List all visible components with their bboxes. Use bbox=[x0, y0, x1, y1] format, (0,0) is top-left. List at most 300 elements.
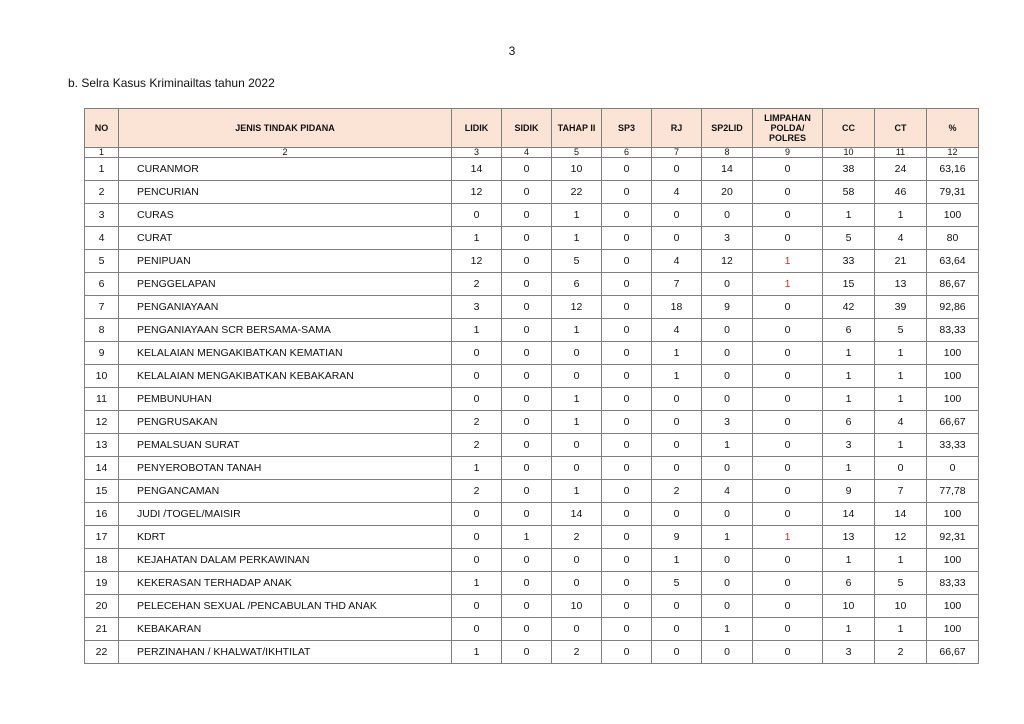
cell-sidik: 1 bbox=[502, 526, 552, 549]
cell-tahap-ii: 1 bbox=[552, 480, 602, 503]
cell-sp2lid: 1 bbox=[702, 434, 753, 457]
cell-no: 8 bbox=[85, 319, 119, 342]
cell-sidik: 0 bbox=[502, 434, 552, 457]
column-number: 8 bbox=[702, 148, 753, 158]
cell-no: 9 bbox=[85, 342, 119, 365]
cell-sidik: 0 bbox=[502, 618, 552, 641]
cell-percent: 100 bbox=[927, 388, 979, 411]
cell-ct: 5 bbox=[875, 319, 927, 342]
cell-sp3: 0 bbox=[602, 434, 652, 457]
cell-rj: 0 bbox=[652, 503, 702, 526]
cell-sidik: 0 bbox=[502, 250, 552, 273]
cell-no: 7 bbox=[85, 296, 119, 319]
cell-tahap-ii: 22 bbox=[552, 181, 602, 204]
cell-rj: 0 bbox=[652, 158, 702, 181]
cell-sidik: 0 bbox=[502, 319, 552, 342]
cell-cc: 1 bbox=[823, 365, 875, 388]
header-cc: CC bbox=[823, 109, 875, 148]
table-row bbox=[85, 204, 979, 227]
cell-tahap-ii: 14 bbox=[552, 503, 602, 526]
cell-percent: 83,33 bbox=[927, 319, 979, 342]
column-number: 12 bbox=[927, 148, 979, 158]
cell-tahap-ii: 2 bbox=[552, 641, 602, 664]
header-tahap-ii: TAHAP II bbox=[552, 109, 602, 148]
cell-no: 16 bbox=[85, 503, 119, 526]
table-row bbox=[85, 549, 979, 572]
cell-cc: 33 bbox=[823, 250, 875, 273]
column-number: 4 bbox=[502, 148, 552, 158]
cell-rj: 1 bbox=[652, 549, 702, 572]
cell-sp3: 0 bbox=[602, 618, 652, 641]
cell-percent: 100 bbox=[927, 595, 979, 618]
cell-percent: 63,64 bbox=[927, 250, 979, 273]
cell-sp2lid: 4 bbox=[702, 480, 753, 503]
cell-percent: 100 bbox=[927, 342, 979, 365]
cell-sp2lid: 20 bbox=[702, 181, 753, 204]
column-number: 3 bbox=[452, 148, 502, 158]
cell-sp2lid: 0 bbox=[702, 503, 753, 526]
table-row bbox=[85, 434, 979, 457]
cell-sidik: 0 bbox=[502, 227, 552, 250]
cell-limpahan: 0 bbox=[753, 181, 823, 204]
cell-limpahan: 0 bbox=[753, 319, 823, 342]
cell-ct: 21 bbox=[875, 250, 927, 273]
cell-no: 1 bbox=[85, 158, 119, 181]
cell-sidik: 0 bbox=[502, 595, 552, 618]
cell-sp2lid: 0 bbox=[702, 572, 753, 595]
cell-sp2lid: 12 bbox=[702, 250, 753, 273]
cell-sp2lid: 0 bbox=[702, 365, 753, 388]
cell-percent: 83,33 bbox=[927, 572, 979, 595]
cell-rj: 4 bbox=[652, 319, 702, 342]
cell-name: PENIPUAN bbox=[119, 250, 452, 273]
cell-no: 17 bbox=[85, 526, 119, 549]
cell-limpahan: 0 bbox=[753, 480, 823, 503]
cell-sp3: 0 bbox=[602, 595, 652, 618]
cell-sp2lid: 0 bbox=[702, 273, 753, 296]
cell-limpahan: 0 bbox=[753, 457, 823, 480]
cell-percent: 66,67 bbox=[927, 641, 979, 664]
cell-lidik: 0 bbox=[452, 503, 502, 526]
cell-no: 2 bbox=[85, 181, 119, 204]
table-row bbox=[85, 273, 979, 296]
table-row bbox=[85, 250, 979, 273]
cell-ct: 46 bbox=[875, 181, 927, 204]
cell-sidik: 0 bbox=[502, 503, 552, 526]
cell-limpahan: 0 bbox=[753, 549, 823, 572]
cell-tahap-ii: 0 bbox=[552, 342, 602, 365]
cell-tahap-ii: 10 bbox=[552, 595, 602, 618]
column-number: 9 bbox=[753, 148, 823, 158]
cell-name: PENGANCAMAN bbox=[119, 480, 452, 503]
header-sidik: SIDIK bbox=[502, 109, 552, 148]
cell-sp3: 0 bbox=[602, 457, 652, 480]
cell-no: 22 bbox=[85, 641, 119, 664]
column-number: 6 bbox=[602, 148, 652, 158]
cell-tahap-ii: 1 bbox=[552, 319, 602, 342]
cell-limpahan: 0 bbox=[753, 204, 823, 227]
cell-no: 15 bbox=[85, 480, 119, 503]
cell-limpahan: 0 bbox=[753, 411, 823, 434]
cell-ct: 1 bbox=[875, 388, 927, 411]
cell-sidik: 0 bbox=[502, 457, 552, 480]
cell-no: 3 bbox=[85, 204, 119, 227]
cell-tahap-ii: 2 bbox=[552, 526, 602, 549]
cell-cc: 6 bbox=[823, 319, 875, 342]
cell-lidik: 2 bbox=[452, 273, 502, 296]
cell-sidik: 0 bbox=[502, 480, 552, 503]
cell-sp3: 0 bbox=[602, 181, 652, 204]
cell-percent: 33,33 bbox=[927, 434, 979, 457]
cell-lidik: 0 bbox=[452, 618, 502, 641]
cell-sidik: 0 bbox=[502, 158, 552, 181]
cell-cc: 15 bbox=[823, 273, 875, 296]
cell-cc: 10 bbox=[823, 595, 875, 618]
cell-ct: 1 bbox=[875, 342, 927, 365]
cell-ct: 1 bbox=[875, 365, 927, 388]
cell-sp3: 0 bbox=[602, 503, 652, 526]
cell-cc: 1 bbox=[823, 618, 875, 641]
cell-percent: 100 bbox=[927, 204, 979, 227]
cell-sp3: 0 bbox=[602, 549, 652, 572]
cell-percent: 80 bbox=[927, 227, 979, 250]
cell-no: 19 bbox=[85, 572, 119, 595]
cell-sp2lid: 9 bbox=[702, 296, 753, 319]
table-row bbox=[85, 503, 979, 526]
cell-cc: 1 bbox=[823, 388, 875, 411]
cell-limpahan: 1 bbox=[753, 273, 823, 296]
cell-rj: 4 bbox=[652, 250, 702, 273]
cell-lidik: 1 bbox=[452, 457, 502, 480]
cell-tahap-ii: 1 bbox=[552, 227, 602, 250]
cell-ct: 14 bbox=[875, 503, 927, 526]
table-row bbox=[85, 572, 979, 595]
column-number: 2 bbox=[119, 148, 452, 158]
cell-percent: 100 bbox=[927, 365, 979, 388]
cell-no: 21 bbox=[85, 618, 119, 641]
cell-percent: 92,86 bbox=[927, 296, 979, 319]
cell-name: PERZINAHAN / KHALWAT/IKHTILAT bbox=[119, 641, 452, 664]
cell-lidik: 0 bbox=[452, 549, 502, 572]
cell-no: 6 bbox=[85, 273, 119, 296]
table-row bbox=[85, 158, 979, 181]
cell-percent: 77,78 bbox=[927, 480, 979, 503]
cell-lidik: 1 bbox=[452, 227, 502, 250]
column-number: 11 bbox=[875, 148, 927, 158]
cell-sp2lid: 0 bbox=[702, 319, 753, 342]
table-row bbox=[85, 296, 979, 319]
cell-sidik: 0 bbox=[502, 342, 552, 365]
cell-ct: 7 bbox=[875, 480, 927, 503]
cell-cc: 9 bbox=[823, 480, 875, 503]
cell-cc: 1 bbox=[823, 204, 875, 227]
cell-lidik: 1 bbox=[452, 641, 502, 664]
cell-limpahan: 0 bbox=[753, 572, 823, 595]
cell-lidik: 0 bbox=[452, 204, 502, 227]
cell-ct: 39 bbox=[875, 296, 927, 319]
cell-sidik: 0 bbox=[502, 411, 552, 434]
cell-tahap-ii: 0 bbox=[552, 618, 602, 641]
cell-ct: 1 bbox=[875, 204, 927, 227]
header-sp3: SP3 bbox=[602, 109, 652, 148]
cell-sp2lid: 0 bbox=[702, 204, 753, 227]
cell-sidik: 0 bbox=[502, 572, 552, 595]
cell-sp3: 0 bbox=[602, 273, 652, 296]
cell-tahap-ii: 0 bbox=[552, 457, 602, 480]
cell-sp2lid: 0 bbox=[702, 595, 753, 618]
cell-percent: 100 bbox=[927, 549, 979, 572]
cell-sp3: 0 bbox=[602, 342, 652, 365]
cell-limpahan: 0 bbox=[753, 227, 823, 250]
cell-tahap-ii: 10 bbox=[552, 158, 602, 181]
cell-percent: 79,31 bbox=[927, 181, 979, 204]
header-row bbox=[85, 109, 979, 148]
cell-no: 18 bbox=[85, 549, 119, 572]
cell-lidik: 12 bbox=[452, 181, 502, 204]
cell-cc: 3 bbox=[823, 434, 875, 457]
cell-percent: 0 bbox=[927, 457, 979, 480]
cell-cc: 42 bbox=[823, 296, 875, 319]
cell-sp3: 0 bbox=[602, 296, 652, 319]
cell-sp2lid: 0 bbox=[702, 641, 753, 664]
cell-rj: 0 bbox=[652, 227, 702, 250]
cell-cc: 58 bbox=[823, 181, 875, 204]
cell-tahap-ii: 12 bbox=[552, 296, 602, 319]
cell-sidik: 0 bbox=[502, 204, 552, 227]
cell-rj: 1 bbox=[652, 365, 702, 388]
cell-name: KDRT bbox=[119, 526, 452, 549]
cell-ct: 1 bbox=[875, 618, 927, 641]
table-row bbox=[85, 526, 979, 549]
cell-lidik: 0 bbox=[452, 595, 502, 618]
cell-sidik: 0 bbox=[502, 641, 552, 664]
cell-ct: 12 bbox=[875, 526, 927, 549]
crime-statistics-table bbox=[84, 108, 979, 664]
cell-cc: 13 bbox=[823, 526, 875, 549]
table-row bbox=[85, 342, 979, 365]
cell-rj: 4 bbox=[652, 181, 702, 204]
cell-sp3: 0 bbox=[602, 480, 652, 503]
cell-percent: 66,67 bbox=[927, 411, 979, 434]
table-row bbox=[85, 181, 979, 204]
cell-sp2lid: 0 bbox=[702, 388, 753, 411]
cell-rj: 0 bbox=[652, 204, 702, 227]
cell-name: PENGANIAYAAN SCR BERSAMA-SAMA bbox=[119, 319, 452, 342]
table-row bbox=[85, 319, 979, 342]
cell-limpahan: 0 bbox=[753, 365, 823, 388]
cell-rj: 18 bbox=[652, 296, 702, 319]
cell-sp3: 0 bbox=[602, 158, 652, 181]
cell-sidik: 0 bbox=[502, 181, 552, 204]
cell-cc: 6 bbox=[823, 411, 875, 434]
cell-rj: 0 bbox=[652, 641, 702, 664]
cell-name: KELALAIAN MENGAKIBATKAN KEMATIAN bbox=[119, 342, 452, 365]
cell-lidik: 1 bbox=[452, 319, 502, 342]
cell-sp3: 0 bbox=[602, 641, 652, 664]
cell-limpahan: 1 bbox=[753, 250, 823, 273]
cell-sidik: 0 bbox=[502, 273, 552, 296]
cell-cc: 6 bbox=[823, 572, 875, 595]
column-number-row bbox=[85, 148, 979, 158]
cell-limpahan: 0 bbox=[753, 434, 823, 457]
cell-sp2lid: 14 bbox=[702, 158, 753, 181]
table-body bbox=[85, 158, 979, 664]
cell-name: KEBAKARAN bbox=[119, 618, 452, 641]
cell-lidik: 0 bbox=[452, 526, 502, 549]
cell-cc: 1 bbox=[823, 457, 875, 480]
cell-rj: 0 bbox=[652, 595, 702, 618]
cell-name: PENGANIAYAAN bbox=[119, 296, 452, 319]
table-row bbox=[85, 388, 979, 411]
section-title: b. Selra Kasus Kriminailtas tahun 2022 bbox=[68, 76, 275, 90]
cell-name: JUDI /TOGEL/MAISIR bbox=[119, 503, 452, 526]
cell-cc: 3 bbox=[823, 641, 875, 664]
cell-sp2lid: 3 bbox=[702, 227, 753, 250]
cell-cc: 38 bbox=[823, 158, 875, 181]
cell-ct: 5 bbox=[875, 572, 927, 595]
cell-sp2lid: 0 bbox=[702, 457, 753, 480]
cell-ct: 2 bbox=[875, 641, 927, 664]
cell-rj: 0 bbox=[652, 618, 702, 641]
cell-name: PEMBUNUHAN bbox=[119, 388, 452, 411]
cell-percent: 92,31 bbox=[927, 526, 979, 549]
cell-no: 12 bbox=[85, 411, 119, 434]
table-row bbox=[85, 641, 979, 664]
cell-cc: 1 bbox=[823, 549, 875, 572]
cell-sp2lid: 0 bbox=[702, 342, 753, 365]
table-row bbox=[85, 618, 979, 641]
cell-limpahan: 0 bbox=[753, 641, 823, 664]
cell-sp3: 0 bbox=[602, 319, 652, 342]
cell-limpahan: 1 bbox=[753, 526, 823, 549]
cell-sidik: 0 bbox=[502, 296, 552, 319]
cell-sp3: 0 bbox=[602, 572, 652, 595]
cell-lidik: 3 bbox=[452, 296, 502, 319]
cell-cc: 5 bbox=[823, 227, 875, 250]
table-row bbox=[85, 457, 979, 480]
cell-rj: 2 bbox=[652, 480, 702, 503]
cell-tahap-ii: 1 bbox=[552, 388, 602, 411]
cell-rj: 0 bbox=[652, 434, 702, 457]
cell-no: 10 bbox=[85, 365, 119, 388]
cell-limpahan: 0 bbox=[753, 388, 823, 411]
cell-sp3: 0 bbox=[602, 227, 652, 250]
cell-sp3: 0 bbox=[602, 250, 652, 273]
cell-ct: 4 bbox=[875, 227, 927, 250]
cell-lidik: 12 bbox=[452, 250, 502, 273]
cell-ct: 1 bbox=[875, 549, 927, 572]
cell-limpahan: 0 bbox=[753, 158, 823, 181]
cell-tahap-ii: 0 bbox=[552, 572, 602, 595]
cell-name: KEKERASAN TERHADAP ANAK bbox=[119, 572, 452, 595]
cell-lidik: 1 bbox=[452, 572, 502, 595]
page-number: 3 bbox=[508, 44, 516, 58]
cell-lidik: 2 bbox=[452, 434, 502, 457]
cell-lidik: 0 bbox=[452, 342, 502, 365]
column-number: 7 bbox=[652, 148, 702, 158]
table-row bbox=[85, 480, 979, 503]
header-lidik: LIDIK bbox=[452, 109, 502, 148]
cell-tahap-ii: 0 bbox=[552, 434, 602, 457]
cell-sp2lid: 1 bbox=[702, 526, 753, 549]
cell-cc: 14 bbox=[823, 503, 875, 526]
cell-ct: 24 bbox=[875, 158, 927, 181]
cell-name: PENYEROBOTAN TANAH bbox=[119, 457, 452, 480]
cell-name: PELECEHAN SEXUAL /PENCABULAN THD ANAK bbox=[119, 595, 452, 618]
cell-percent: 100 bbox=[927, 503, 979, 526]
cell-sp3: 0 bbox=[602, 388, 652, 411]
cell-no: 11 bbox=[85, 388, 119, 411]
cell-ct: 13 bbox=[875, 273, 927, 296]
cell-sp2lid: 1 bbox=[702, 618, 753, 641]
cell-no: 5 bbox=[85, 250, 119, 273]
cell-tahap-ii: 5 bbox=[552, 250, 602, 273]
table-row bbox=[85, 595, 979, 618]
header-rj: RJ bbox=[652, 109, 702, 148]
cell-lidik: 0 bbox=[452, 365, 502, 388]
cell-ct: 10 bbox=[875, 595, 927, 618]
cell-sp2lid: 0 bbox=[702, 549, 753, 572]
cell-limpahan: 0 bbox=[753, 342, 823, 365]
cell-rj: 7 bbox=[652, 273, 702, 296]
cell-name: PEMALSUAN SURAT bbox=[119, 434, 452, 457]
header-jenis-tindak-pidana: JENIS TINDAK PIDANA bbox=[119, 109, 452, 148]
cell-rj: 9 bbox=[652, 526, 702, 549]
table-row bbox=[85, 411, 979, 434]
cell-lidik: 2 bbox=[452, 480, 502, 503]
header-limpahan: LIMPAHAN POLDA/ POLRES bbox=[753, 109, 823, 148]
cell-tahap-ii: 0 bbox=[552, 365, 602, 388]
cell-sp3: 0 bbox=[602, 204, 652, 227]
cell-limpahan: 0 bbox=[753, 503, 823, 526]
header-percent: % bbox=[927, 109, 979, 148]
cell-name: KELALAIAN MENGAKIBATKAN KEBAKARAN bbox=[119, 365, 452, 388]
cell-limpahan: 0 bbox=[753, 618, 823, 641]
cell-rj: 1 bbox=[652, 342, 702, 365]
header-no: NO bbox=[85, 109, 119, 148]
table-row bbox=[85, 227, 979, 250]
header-sp2lid: SP2LID bbox=[702, 109, 753, 148]
cell-rj: 0 bbox=[652, 411, 702, 434]
cell-percent: 63,16 bbox=[927, 158, 979, 181]
cell-name: PENCURIAN bbox=[119, 181, 452, 204]
cell-lidik: 14 bbox=[452, 158, 502, 181]
cell-lidik: 2 bbox=[452, 411, 502, 434]
cell-sp3: 0 bbox=[602, 365, 652, 388]
cell-name: CURAT bbox=[119, 227, 452, 250]
cell-ct: 1 bbox=[875, 434, 927, 457]
cell-name: CURANMOR bbox=[119, 158, 452, 181]
cell-ct: 4 bbox=[875, 411, 927, 434]
cell-tahap-ii: 1 bbox=[552, 204, 602, 227]
column-number: 1 bbox=[85, 148, 119, 158]
cell-sidik: 0 bbox=[502, 549, 552, 572]
cell-rj: 5 bbox=[652, 572, 702, 595]
cell-no: 4 bbox=[85, 227, 119, 250]
column-number: 5 bbox=[552, 148, 602, 158]
cell-sp3: 0 bbox=[602, 411, 652, 434]
cell-tahap-ii: 1 bbox=[552, 411, 602, 434]
cell-cc: 1 bbox=[823, 342, 875, 365]
column-number: 10 bbox=[823, 148, 875, 158]
cell-sp2lid: 3 bbox=[702, 411, 753, 434]
cell-no: 20 bbox=[85, 595, 119, 618]
cell-name: CURAS bbox=[119, 204, 452, 227]
cell-limpahan: 0 bbox=[753, 296, 823, 319]
cell-sp3: 0 bbox=[602, 526, 652, 549]
table-row bbox=[85, 365, 979, 388]
cell-no: 14 bbox=[85, 457, 119, 480]
